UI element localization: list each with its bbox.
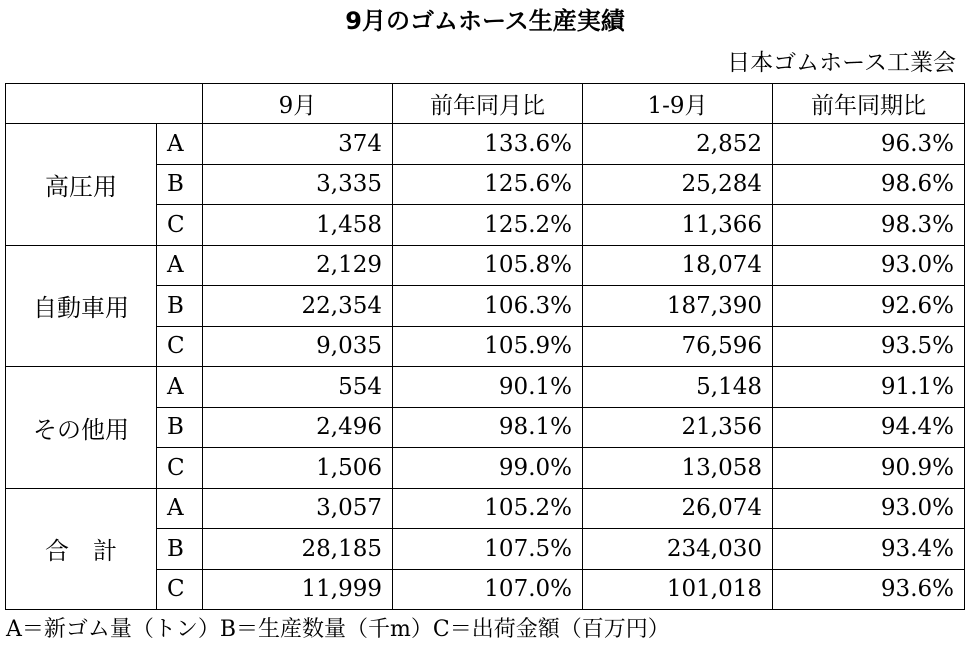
value-cell-ytd-yoy: 96.3% <box>773 124 965 165</box>
value-cell-month-yoy: 125.6% <box>393 164 583 205</box>
value-cell-month: 11,999 <box>203 569 393 610</box>
value-cell-ytd: 18,074 <box>583 245 773 286</box>
value-cell-ytd-yoy: 92.6% <box>773 286 965 327</box>
type-cell: C <box>157 205 203 246</box>
column-header: 1-9月 <box>583 84 773 124</box>
value-cell-month-yoy: 105.9% <box>393 326 583 367</box>
type-cell: A <box>157 124 203 165</box>
type-cell: B <box>157 407 203 448</box>
type-cell: B <box>157 529 203 570</box>
value-cell-ytd-yoy: 98.6% <box>773 164 965 205</box>
value-cell-ytd: 234,030 <box>583 529 773 570</box>
value-cell-ytd: 5,148 <box>583 367 773 408</box>
group-label: 自動車用 <box>6 245 157 367</box>
value-cell-ytd-yoy: 93.5% <box>773 326 965 367</box>
value-cell-ytd-yoy: 98.3% <box>773 205 965 246</box>
value-cell-month: 9,035 <box>203 326 393 367</box>
group-label: 合 計 <box>6 488 157 610</box>
type-cell: B <box>157 286 203 327</box>
value-cell-ytd-yoy: 93.6% <box>773 569 965 610</box>
table-row <box>6 124 965 165</box>
value-cell-ytd: 21,356 <box>583 407 773 448</box>
value-cell-month: 3,057 <box>203 488 393 529</box>
value-cell-ytd-yoy: 91.1% <box>773 367 965 408</box>
value-cell-ytd: 2,852 <box>583 124 773 165</box>
value-cell-ytd-yoy: 93.0% <box>773 245 965 286</box>
legend-note: A＝新ゴム量（トン）B＝生産数量（千m）C＝出荷金額（百万円） <box>6 617 670 642</box>
group-label: その他用 <box>6 367 157 489</box>
production-table <box>5 83 965 610</box>
page-title: 9月のゴムホース生産実績 <box>345 7 625 35</box>
type-cell: A <box>157 245 203 286</box>
table-row <box>6 488 965 529</box>
value-cell-month: 1,506 <box>203 448 393 489</box>
value-cell-ytd: 26,074 <box>583 488 773 529</box>
source-label: 日本ゴムホース工業会 <box>727 50 956 76</box>
value-cell-month: 554 <box>203 367 393 408</box>
column-header: 前年同月比 <box>393 84 583 124</box>
value-cell-month-yoy: 106.3% <box>393 286 583 327</box>
value-cell-month-yoy: 107.0% <box>393 569 583 610</box>
type-cell: C <box>157 448 203 489</box>
value-cell-month: 22,354 <box>203 286 393 327</box>
value-cell-month: 2,496 <box>203 407 393 448</box>
value-cell-month: 28,185 <box>203 529 393 570</box>
value-cell-ytd-yoy: 93.4% <box>773 529 965 570</box>
column-header: 9月 <box>203 84 393 124</box>
column-header: 前年同期比 <box>773 84 965 124</box>
value-cell-ytd-yoy: 90.9% <box>773 448 965 489</box>
type-cell: A <box>157 367 203 408</box>
value-cell-month-yoy: 105.2% <box>393 488 583 529</box>
header-blank-cell <box>6 84 203 124</box>
value-cell-month: 374 <box>203 124 393 165</box>
value-cell-month-yoy: 125.2% <box>393 205 583 246</box>
value-cell-ytd: 76,596 <box>583 326 773 367</box>
value-cell-ytd: 187,390 <box>583 286 773 327</box>
value-cell-ytd: 25,284 <box>583 164 773 205</box>
table-row <box>6 367 965 408</box>
value-cell-ytd: 101,018 <box>583 569 773 610</box>
type-cell: B <box>157 164 203 205</box>
group-label: 高圧用 <box>6 124 157 246</box>
value-cell-ytd-yoy: 94.4% <box>773 407 965 448</box>
value-cell-ytd: 13,058 <box>583 448 773 489</box>
value-cell-month-yoy: 98.1% <box>393 407 583 448</box>
value-cell-month-yoy: 133.6% <box>393 124 583 165</box>
type-cell: C <box>157 326 203 367</box>
value-cell-month-yoy: 90.1% <box>393 367 583 408</box>
value-cell-month-yoy: 99.0% <box>393 448 583 489</box>
table-header-row <box>6 84 965 124</box>
value-cell-month: 2,129 <box>203 245 393 286</box>
table-row <box>6 245 965 286</box>
value-cell-month-yoy: 105.8% <box>393 245 583 286</box>
type-cell: A <box>157 488 203 529</box>
value-cell-ytd: 11,366 <box>583 205 773 246</box>
value-cell-ytd-yoy: 93.0% <box>773 488 965 529</box>
type-cell: C <box>157 569 203 610</box>
value-cell-month: 1,458 <box>203 205 393 246</box>
value-cell-month-yoy: 107.5% <box>393 529 583 570</box>
value-cell-month: 3,335 <box>203 164 393 205</box>
